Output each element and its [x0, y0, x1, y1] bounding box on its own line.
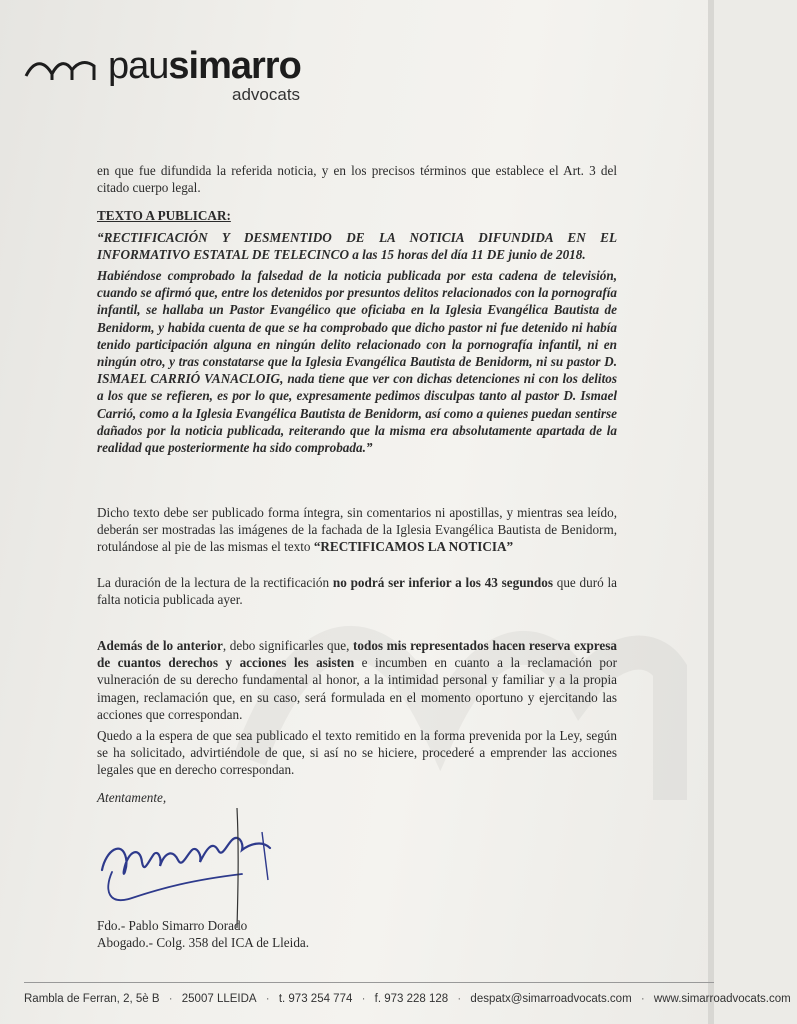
rectification-body: Habiéndose comprobado la falsedad de la noticia publicada por esta cadena de televisión, cuando se afirmó que, entre los detenidos por presuntos delitos relacionados con la pornografía infantil, se hallaba un Pastor Evangélico que oficiaba en la Iglesia Evangélica Bautista de Benidorm, y habida cuenta de que se ha comprobado que dicho pastor ni fue detenido ni había tenido participación alguna en ningún delito relacionado con la pornografía infantil, ni en ningún otro, y tras constatarse que la Iglesia Evangélica Bautista de Benidorm, ni su pastor D. ISMAEL CARRIÓ VANACLOIG, nada tiene que ver con dichas detenciones ni con los delitos a los que se refieren, es por lo que, expresamente pedimos disculpas tanto al pastor D. Ismael Carrió, como a la Iglesia Evangélica Bautista de Benidorm, así como a quienes puedan sentirse dañados por la noticia publicada, reiterando que la misma era absolutamente apartada de la realidad que posteriormente ha sido comprobada.”: [97, 268, 617, 456]
footer-fax: f. 973 228 128: [374, 993, 449, 1005]
signer-name: Fdo.- Pablo Simarro Dorado: [97, 918, 248, 933]
logo-mark-icon: [24, 50, 108, 84]
publish-text: Dicho texto debe ser publicado forma íntegra, sin comentarios ni apostillas, y mientras sea leído, deberán ser mostradas las imágenes de la fachada de la Iglesia Evangélica Bautista de Benidorm, rotulándose al pie de las mismas el texto: [97, 505, 617, 555]
signer-title: Abogado.- Colg. 358 del ICA de Lleida.: [97, 935, 310, 950]
brand-name: [108, 44, 301, 88]
footer-website[interactable]: www.simarroadvocats.com: [653, 993, 791, 1005]
reserve-rest: e incumben en cuanto a la reclamación por vulneración de su derecho fundamental al honor, a la intimidad personal y familiar y a la propia imagen, reclamación que, en su caso, será formulada en el momento oportuno y ejercitando las acciones que correspondan.: [97, 655, 617, 722]
footer-separator: ·: [361, 993, 366, 1005]
duration-pre: La duración de la lectura de la rectificación: [97, 575, 333, 590]
reserve-bold-1: Además de lo anterior: [97, 638, 223, 653]
reserve-bold-2: todos mis representados hacen reserva expresa de cuantos derechos y acciones les asisten: [97, 638, 617, 671]
closing: Atentamente,: [97, 790, 167, 805]
duration-paragraph: [97, 574, 617, 608]
duration-bold: no podrá ser inferior a los 43 segundos: [332, 575, 553, 590]
footer-separator: ·: [265, 993, 270, 1005]
brand-subtitle: advocats: [232, 85, 301, 104]
footer-address: Rambla de Ferran, 2, 5è B: [24, 993, 160, 1005]
footer-separator: ·: [640, 993, 645, 1005]
reserve-paragraph: [97, 637, 617, 723]
footer-divider: [24, 982, 714, 983]
publish-quote: “RECTIFICAMOS LA NOTICIA”: [313, 539, 514, 555]
footer-separator: ·: [457, 993, 462, 1005]
publish-instructions: [97, 504, 617, 556]
footer-phone: t. 973 254 774: [278, 993, 353, 1005]
brand-name-bold: simarro: [168, 45, 301, 87]
duration-post: que duró la falta noticia publicada ayer.: [97, 575, 617, 608]
footer: [24, 993, 791, 1005]
waiting-paragraph: Quedo a la espera de que sea publicado el texto remitido en la forma prevenida por la Ley, según se ha solicitado, advirtiéndole de que, si así no se hiciere, procederé a emprender las acciones legales que en derecho correspondan.: [97, 728, 617, 778]
footer-email[interactable]: despatx@simarroadvocats.com: [470, 993, 632, 1005]
footer-separator: ·: [168, 993, 173, 1005]
page-edge-shadow: [708, 0, 714, 1024]
intro-paragraph: en que fue difundida la referida noticia, y en los precisos términos que establece el Art. 3 del citado cuerpo legal.: [97, 163, 617, 196]
section-heading: TEXTO A PUBLICAR:: [97, 208, 231, 223]
reserve-mid-1: , debo significarles que,: [222, 638, 354, 653]
brand-name-light: pau: [108, 45, 169, 87]
rectification-title: “RECTIFICACIÓN Y DESMENTIDO DE LA NOTICIA DIFUNDIDA EN EL INFORMATIVO ESTATAL DE TELECINCO a las 15 horas del día 11 DE junio de 2018.: [97, 230, 617, 263]
footer-postal: 25007 LLEIDA: [181, 993, 257, 1005]
